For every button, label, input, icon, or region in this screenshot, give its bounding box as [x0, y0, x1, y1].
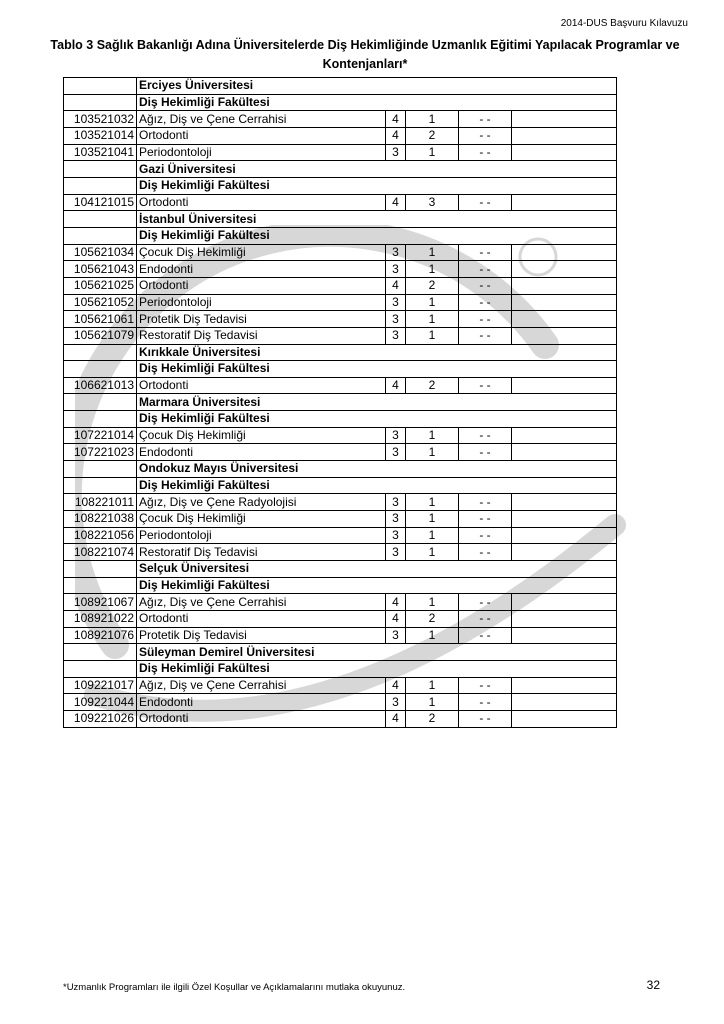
- program-code: 104121015: [64, 194, 137, 211]
- program-value-3: - -: [459, 194, 512, 211]
- program-row: [64, 111, 617, 128]
- program-name: Endodonti: [137, 261, 386, 278]
- program-value-3: - -: [459, 244, 512, 261]
- running-header: 2014-DUS Başvuru Kılavuzu: [560, 18, 688, 29]
- program-note: [512, 144, 617, 161]
- footnote: *Uzmanlık Programları ile ilgili Özel Koşullar ve Açıklamalarını mutlaka okuyunuz.: [63, 982, 406, 993]
- program-row: [64, 377, 617, 394]
- program-row: [64, 144, 617, 161]
- faculty-row: [64, 177, 617, 194]
- program-value-3: - -: [459, 327, 512, 344]
- empty-code-cell: [64, 177, 137, 194]
- program-code: 106621013: [64, 377, 137, 394]
- faculty-name: Diş Hekimliği Fakültesi: [137, 477, 617, 494]
- faculty-name: Diş Hekimliği Fakültesi: [137, 94, 617, 111]
- program-value-1: 3: [386, 511, 406, 528]
- program-name: Ortodonti: [137, 611, 386, 628]
- program-value-1: 3: [386, 311, 406, 328]
- program-row: [64, 710, 617, 727]
- program-value-3: - -: [459, 694, 512, 711]
- empty-code-cell: [64, 660, 137, 677]
- program-value-1: 3: [386, 494, 406, 511]
- program-note: [512, 111, 617, 128]
- university-row: [64, 344, 617, 361]
- program-quota: 1: [406, 544, 459, 561]
- program-row: [64, 627, 617, 644]
- university-name: Selçuk Üniversitesi: [137, 561, 617, 578]
- program-name: Periodontoloji: [137, 294, 386, 311]
- program-code: 109221026: [64, 710, 137, 727]
- program-value-1: 3: [386, 261, 406, 278]
- program-name: Çocuk Diş Hekimliği: [137, 427, 386, 444]
- program-row: [64, 294, 617, 311]
- program-note: [512, 277, 617, 294]
- program-value-1: 4: [386, 710, 406, 727]
- program-value-3: - -: [459, 127, 512, 144]
- program-code: 103521041: [64, 144, 137, 161]
- program-name: Çocuk Diş Hekimliği: [137, 244, 386, 261]
- program-note: [512, 311, 617, 328]
- program-note: [512, 494, 617, 511]
- program-code: 109221017: [64, 677, 137, 694]
- program-name: Ortodonti: [137, 194, 386, 211]
- program-quota: 2: [406, 377, 459, 394]
- program-note: [512, 244, 617, 261]
- university-name: Erciyes Üniversitesi: [137, 78, 617, 95]
- program-code: 108921022: [64, 611, 137, 628]
- program-quota: 1: [406, 327, 459, 344]
- program-value-3: - -: [459, 427, 512, 444]
- program-value-3: - -: [459, 527, 512, 544]
- program-value-1: 3: [386, 527, 406, 544]
- program-note: [512, 194, 617, 211]
- table-title-line-2: Kontenjanları*: [322, 57, 408, 71]
- program-name: Restoratif Diş Tedavisi: [137, 544, 386, 561]
- program-quota: 3: [406, 194, 459, 211]
- university-row: [64, 78, 617, 95]
- program-note: [512, 444, 617, 461]
- program-value-3: - -: [459, 294, 512, 311]
- program-name: Endodonti: [137, 694, 386, 711]
- program-value-1: 3: [386, 327, 406, 344]
- program-value-1: 4: [386, 611, 406, 628]
- program-value-3: - -: [459, 710, 512, 727]
- faculty-row: [64, 477, 617, 494]
- program-code: 108221074: [64, 544, 137, 561]
- empty-code-cell: [64, 477, 137, 494]
- faculty-name: Diş Hekimliği Fakültesi: [137, 227, 617, 244]
- programs-table: [63, 77, 617, 728]
- program-value-1: 4: [386, 194, 406, 211]
- program-code: 105621052: [64, 294, 137, 311]
- page-number: 32: [646, 978, 660, 992]
- program-code: 105621025: [64, 277, 137, 294]
- program-name: Ortodonti: [137, 127, 386, 144]
- program-quota: 1: [406, 444, 459, 461]
- program-value-3: - -: [459, 144, 512, 161]
- university-name: Süleyman Demirel Üniversitesi: [137, 644, 617, 661]
- program-row: [64, 544, 617, 561]
- program-value-3: - -: [459, 377, 512, 394]
- program-row: [64, 244, 617, 261]
- empty-code-cell: [64, 644, 137, 661]
- program-value-1: 4: [386, 127, 406, 144]
- table-title-line-1: Tablo 3 Sağlık Bakanlığı Adına Üniversitelerde Diş Hekimliğinde Uzmanlık Eğitimi Yapılacak Programlar ve: [50, 38, 680, 52]
- program-row: [64, 311, 617, 328]
- faculty-row: [64, 411, 617, 428]
- empty-code-cell: [64, 361, 137, 378]
- program-name: Ortodonti: [137, 277, 386, 294]
- university-name: İstanbul Üniversitesi: [137, 211, 617, 228]
- program-code: 105621034: [64, 244, 137, 261]
- program-name: Ağız, Diş ve Çene Radyolojisi: [137, 494, 386, 511]
- program-quota: 2: [406, 611, 459, 628]
- program-note: [512, 294, 617, 311]
- empty-code-cell: [64, 94, 137, 111]
- program-note: [512, 427, 617, 444]
- program-value-3: - -: [459, 311, 512, 328]
- program-code: 107221023: [64, 444, 137, 461]
- empty-code-cell: [64, 461, 137, 478]
- program-name: Protetik Diş Tedavisi: [137, 627, 386, 644]
- program-value-1: 4: [386, 377, 406, 394]
- program-row: [64, 494, 617, 511]
- program-code: 108921076: [64, 627, 137, 644]
- program-note: [512, 527, 617, 544]
- program-name: Protetik Diş Tedavisi: [137, 311, 386, 328]
- program-row: [64, 427, 617, 444]
- program-quota: 1: [406, 594, 459, 611]
- program-name: Endodonti: [137, 444, 386, 461]
- program-value-1: 4: [386, 277, 406, 294]
- program-quota: 2: [406, 277, 459, 294]
- program-quota: 1: [406, 527, 459, 544]
- program-note: [512, 261, 617, 278]
- program-note: [512, 594, 617, 611]
- program-note: [512, 327, 617, 344]
- program-row: [64, 677, 617, 694]
- program-note: [512, 611, 617, 628]
- program-name: Ağız, Diş ve Çene Cerrahisi: [137, 677, 386, 694]
- program-code: 105621061: [64, 311, 137, 328]
- program-value-3: - -: [459, 111, 512, 128]
- program-row: [64, 511, 617, 528]
- faculty-name: Diş Hekimliği Fakültesi: [137, 577, 617, 594]
- program-value-1: 3: [386, 244, 406, 261]
- program-name: Periodontoloji: [137, 527, 386, 544]
- program-value-1: 4: [386, 594, 406, 611]
- program-row: [64, 611, 617, 628]
- program-value-1: 3: [386, 694, 406, 711]
- program-name: Ağız, Diş ve Çene Cerrahisi: [137, 594, 386, 611]
- program-value-1: 3: [386, 427, 406, 444]
- university-row: [64, 644, 617, 661]
- program-code: 107221014: [64, 427, 137, 444]
- faculty-row: [64, 227, 617, 244]
- program-code: 105621079: [64, 327, 137, 344]
- table-title: [40, 36, 690, 74]
- university-row: [64, 211, 617, 228]
- empty-code-cell: [64, 227, 137, 244]
- faculty-name: Diş Hekimliği Fakültesi: [137, 361, 617, 378]
- program-row: [64, 444, 617, 461]
- faculty-name: Diş Hekimliği Fakültesi: [137, 411, 617, 428]
- program-value-3: - -: [459, 594, 512, 611]
- program-value-1: 4: [386, 677, 406, 694]
- program-quota: 1: [406, 111, 459, 128]
- university-row: [64, 561, 617, 578]
- program-value-1: 4: [386, 111, 406, 128]
- faculty-name: Diş Hekimliği Fakültesi: [137, 177, 617, 194]
- program-value-1: 3: [386, 144, 406, 161]
- program-value-3: - -: [459, 261, 512, 278]
- program-note: [512, 377, 617, 394]
- program-value-1: 3: [386, 444, 406, 461]
- program-value-3: - -: [459, 544, 512, 561]
- program-name: Ağız, Diş ve Çene Cerrahisi: [137, 111, 386, 128]
- program-note: [512, 127, 617, 144]
- program-value-3: - -: [459, 277, 512, 294]
- faculty-row: [64, 577, 617, 594]
- program-row: [64, 327, 617, 344]
- program-quota: 1: [406, 261, 459, 278]
- university-name: Ondokuz Mayıs Üniversitesi: [137, 461, 617, 478]
- empty-code-cell: [64, 78, 137, 95]
- program-value-3: - -: [459, 677, 512, 694]
- program-code: 103521014: [64, 127, 137, 144]
- program-value-3: - -: [459, 444, 512, 461]
- program-quota: 1: [406, 244, 459, 261]
- program-name: Periodontoloji: [137, 144, 386, 161]
- program-quota: 1: [406, 511, 459, 528]
- program-note: [512, 677, 617, 694]
- program-value-3: - -: [459, 511, 512, 528]
- program-quota: 1: [406, 694, 459, 711]
- university-name: Gazi Üniversitesi: [137, 161, 617, 178]
- program-code: 108221056: [64, 527, 137, 544]
- program-quota: 1: [406, 677, 459, 694]
- program-row: [64, 694, 617, 711]
- empty-code-cell: [64, 394, 137, 411]
- program-quota: 1: [406, 494, 459, 511]
- program-code: 109221044: [64, 694, 137, 711]
- program-quota: 1: [406, 294, 459, 311]
- program-quota: 1: [406, 144, 459, 161]
- program-quota: 1: [406, 311, 459, 328]
- faculty-row: [64, 361, 617, 378]
- program-code: 108221038: [64, 511, 137, 528]
- program-value-1: 3: [386, 544, 406, 561]
- program-code: 105621043: [64, 261, 137, 278]
- faculty-row: [64, 660, 617, 677]
- program-value-3: - -: [459, 494, 512, 511]
- program-code: 103521032: [64, 111, 137, 128]
- program-quota: 2: [406, 127, 459, 144]
- university-name: Marmara Üniversitesi: [137, 394, 617, 411]
- program-note: [512, 627, 617, 644]
- program-note: [512, 511, 617, 528]
- program-quota: 2: [406, 710, 459, 727]
- program-row: [64, 594, 617, 611]
- program-note: [512, 710, 617, 727]
- university-row: [64, 461, 617, 478]
- university-row: [64, 161, 617, 178]
- program-name: Ortodonti: [137, 377, 386, 394]
- program-code: 108221011: [64, 494, 137, 511]
- faculty-row: [64, 94, 617, 111]
- program-note: [512, 544, 617, 561]
- program-quota: 1: [406, 627, 459, 644]
- program-row: [64, 127, 617, 144]
- empty-code-cell: [64, 561, 137, 578]
- university-row: [64, 394, 617, 411]
- faculty-name: Diş Hekimliği Fakültesi: [137, 660, 617, 677]
- program-name: Ortodonti: [137, 710, 386, 727]
- program-code: 108921067: [64, 594, 137, 611]
- program-row: [64, 527, 617, 544]
- empty-code-cell: [64, 577, 137, 594]
- program-row: [64, 261, 617, 278]
- program-value-3: - -: [459, 611, 512, 628]
- empty-code-cell: [64, 344, 137, 361]
- program-row: [64, 194, 617, 211]
- empty-code-cell: [64, 411, 137, 428]
- program-value-3: - -: [459, 627, 512, 644]
- program-value-1: 3: [386, 627, 406, 644]
- program-note: [512, 694, 617, 711]
- program-row: [64, 277, 617, 294]
- empty-code-cell: [64, 161, 137, 178]
- program-name: Çocuk Diş Hekimliği: [137, 511, 386, 528]
- program-value-1: 3: [386, 294, 406, 311]
- program-quota: 1: [406, 427, 459, 444]
- empty-code-cell: [64, 211, 137, 228]
- program-name: Restoratif Diş Tedavisi: [137, 327, 386, 344]
- university-name: Kırıkkale Üniversitesi: [137, 344, 617, 361]
